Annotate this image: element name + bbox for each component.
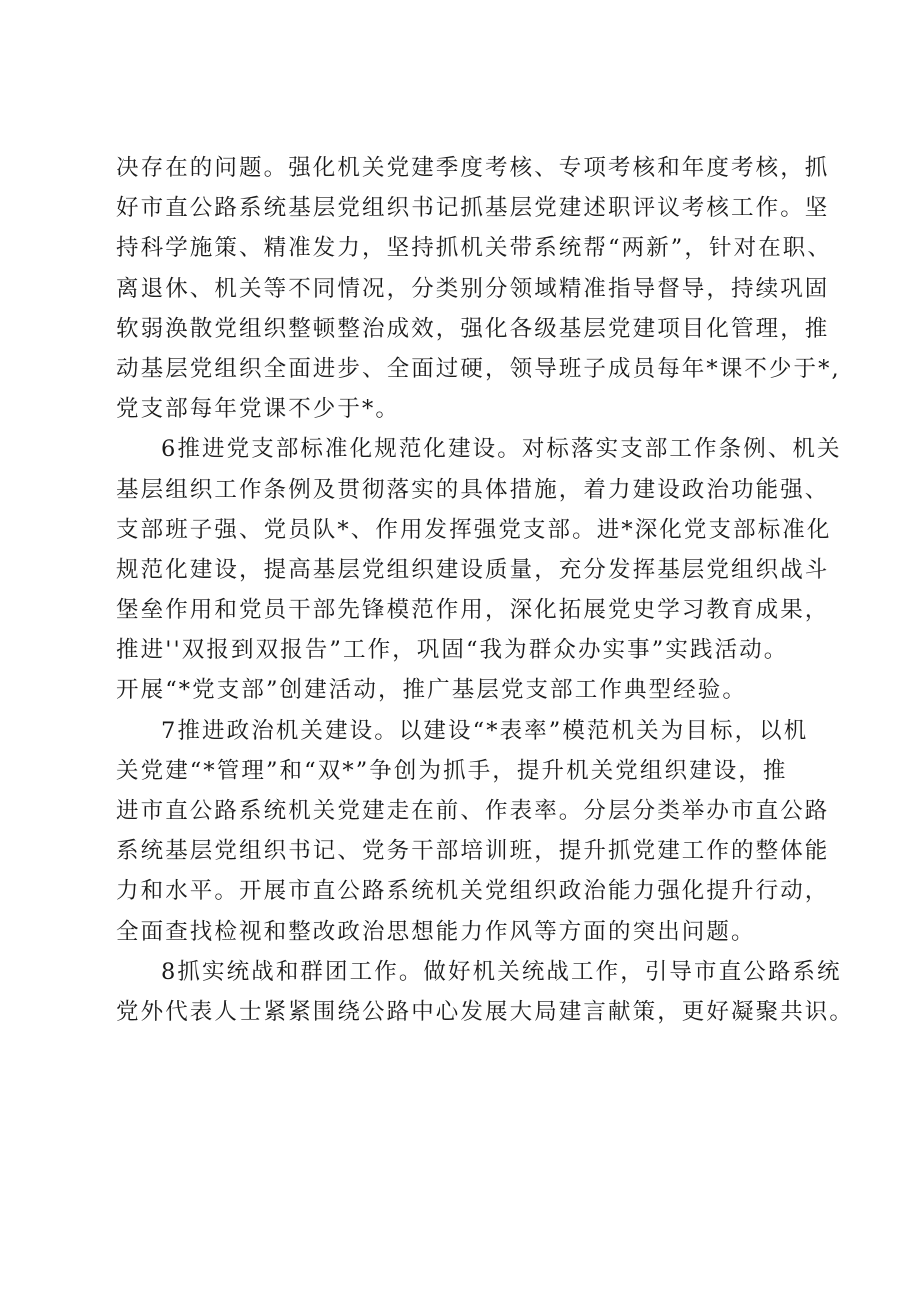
text-line: 决存在的问题。强化机关党建季度考核、专项考核和年度考核，抓	[116, 155, 830, 181]
text-line: 离退休、机关等不同情况，分类别分领域精准指导督导，持续巩固	[116, 275, 830, 302]
text-line: 堡垒作用和党员干部先锋模范作用，深化拓展党史学习教育成果，	[116, 597, 830, 624]
text-line: 规范化建设，提高基层党组织建设质量，充分发挥基层党组织战斗	[116, 556, 830, 583]
text-line: 党外代表人士紧紧围绕公路中心发展大局建言献策，更好凝聚共识。	[116, 998, 855, 1025]
text-line: 开展“*党支部”创建活动，推广基层党支部工作典型经验。	[116, 677, 747, 704]
paragraph-7-heading-line: 7推进政治机关建设。以建设“*表率”模范机关为目标，以机	[161, 717, 809, 744]
text-line: 力和水平。开展市直公路系统机关党组织政治能力强化提升行动，	[116, 878, 830, 905]
document-body	[116, 148, 855, 1032]
paragraph-8-heading-line: 8抓实统战和群团工作。做好机关统战工作，引导市直公路系统	[161, 958, 842, 985]
text-line: 推进''双报到双报告”工作，巩固“我为群众办实事”实践活动。	[116, 637, 789, 664]
text-line: 动基层党组织全面进步、全面过硬，领导班子成员每年*课不少于*,	[116, 355, 841, 382]
text-line: 基层组织工作条例及贯彻落实的具体措施，着力建设政治功能强、	[116, 476, 830, 503]
text-line: 党支部每年党课不少于*。	[116, 396, 400, 423]
text-line: 持科学施策、精准发力，坚持抓机关带系统帮“两新”，针对在职、	[116, 235, 833, 262]
text-line: 好市直公路系统基层党组织书记抓基层党建述职评议考核工作。坚	[116, 195, 830, 222]
text-line: 关党建“*管理”和“双*”争创为抓手，提升机关党组织建设，推	[116, 757, 788, 784]
paragraph-6-heading-line: 6推进党支部标准化规范化建设。对标落实支部工作条例、机关	[161, 436, 842, 463]
text-line: 全面查找检视和整改政治思想能力作风等方面的突出问题。	[116, 918, 756, 945]
text-line: 软弱涣散党组织整顿整治成效，强化各级基层党建项目化管理，推	[116, 315, 830, 342]
text-line: 支部班子强、党员队*、作用发挥强党支部。进*深化党支部标准化	[116, 516, 832, 543]
text-line: 系统基层党组织书记、党务干部培训班，提升抓党建工作的整体能	[116, 838, 830, 865]
text-line: 进市直公路系统机关党建走在前、作表率。分层分类举办市直公路	[116, 798, 830, 824]
